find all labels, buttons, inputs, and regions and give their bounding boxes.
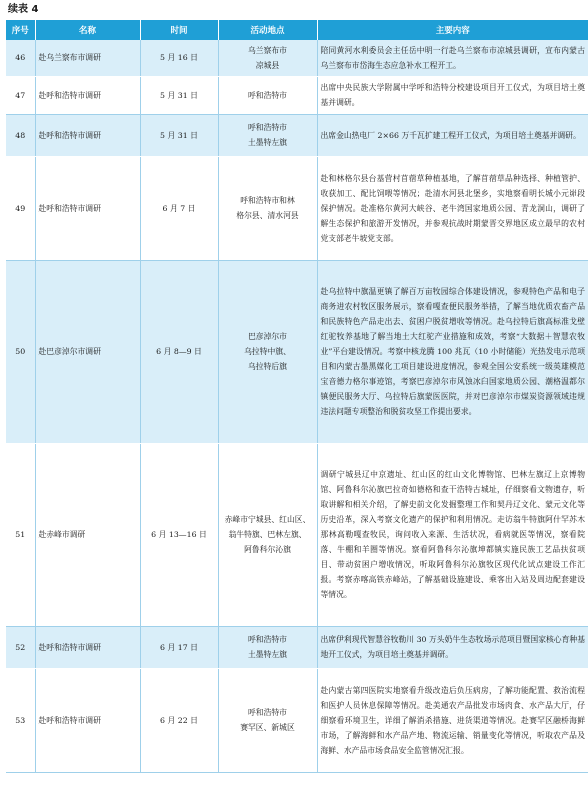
table-row: [6, 156, 588, 260]
cell-location: 呼和浩特市 土墨特左旗: [218, 626, 317, 668]
cell-name: 赴呼和浩特市调研: [35, 76, 140, 114]
header-time: 时间: [140, 20, 218, 40]
cell-seq: 52: [6, 626, 35, 668]
cell-name: 赴呼和浩特市调研: [35, 668, 140, 772]
cell-time: 6 月 22 日: [140, 668, 218, 772]
header-location: 活动地点: [218, 20, 317, 40]
cell-seq: 53: [6, 668, 35, 772]
cell-time: 6 月 13—16 日: [140, 443, 218, 626]
cell-name: 赴巴彦淖尔市调研: [35, 260, 140, 443]
cell-content: 出席金山热电厂 2×66 万千瓦扩建工程开工仪式，为项目培土奠基并调研。: [317, 114, 588, 156]
cell-location: 呼和浩特市和林 格尔县、清水河县: [218, 156, 317, 260]
page-title: 续表 4: [8, 4, 39, 15]
cell-name: 赴呼和浩特市调研: [35, 156, 140, 260]
cell-name: 赴呼和浩特市调研: [35, 626, 140, 668]
table-row: [6, 668, 588, 772]
cell-location: 乌兰察布市 凉城县: [218, 40, 317, 76]
activity-table: [6, 20, 588, 773]
cell-content: 赴内蒙古第四医院实地察看升级改造后负压病房，了解功能配置、救治流程和医护人员休息保障等情况。赴美通农产品批发市场肉食、水产品大厅，仔细察看环境卫生，详细了解消杀措施、进货渠道等情况。赴赛罕区融桥海鲜市场，了解海鲜和水产品产地、物流运输、销量变化等情况，听取农产品及海鲜、水产品市场食品安全监管情况汇报。: [317, 668, 588, 772]
table-row: [6, 114, 588, 156]
cell-content: 赴乌拉特中旗温更镇了解百万亩牧园综合体建设情况，参观特色产品和电子商务进农村牧区服务展示，察看嘎查便民服务举措，了解当地优质农畜产品和民族特色产品走出去、贫困户脱贫增收等情况。赴乌拉特后旗高标准戈壁红驼牧养基地了解当地土大红驼产业措施和成效，考察“大数据＋智慧农牧业”平台建设情况。考察中核龙腾 100 兆瓦（10 小时储能）光热发电示范项目和内蒙古墨黑媒化工项目建设进度情况，参观全国公安系统一级英雄模范宝音德力格尔事迹馆，考察巴彦淖尔市风蚀冰臼国家地质公园、潮格温都尔镇便民服务大厅、乌拉特后旗蒙医医院，并对巴彦淖尔市煤炭资源领域违规违法问题专项整治和脱贫攻坚工作提出要求。: [317, 260, 588, 443]
cell-time: 5 月 31 日: [140, 76, 218, 114]
cell-location: 巴彦淖尔市 乌拉特中旗、 乌拉特后旗: [218, 260, 317, 443]
table-row: [6, 40, 588, 76]
table-header: [6, 20, 588, 40]
cell-name: 赴乌兰察布市调研: [35, 40, 140, 76]
table-row: [6, 626, 588, 668]
cell-seq: 48: [6, 114, 35, 156]
cell-time: 5 月 31 日: [140, 114, 218, 156]
cell-location: 呼和浩特市: [218, 76, 317, 114]
table-row: [6, 260, 588, 443]
table-body: [6, 40, 588, 772]
cell-seq: 49: [6, 156, 35, 260]
cell-seq: 47: [6, 76, 35, 114]
header-content: 主要内容: [317, 20, 588, 40]
cell-content: 出席伊利现代智慧谷牧勒川 30 万头奶牛生态牧场示范项目暨国家核心育种基地开工仪式，为项目培土奠基并调研。: [317, 626, 588, 668]
cell-name: 赴呼和浩特市调研: [35, 114, 140, 156]
cell-seq: 51: [6, 443, 35, 626]
cell-seq: 50: [6, 260, 35, 443]
cell-time: 6 月 7 日: [140, 156, 218, 260]
cell-seq: 46: [6, 40, 35, 76]
header-seq: 序号: [6, 20, 35, 40]
cell-time: 5 月 16 日: [140, 40, 218, 76]
cell-name: 赴赤峰市调研: [35, 443, 140, 626]
cell-time: 6 月 17 日: [140, 626, 218, 668]
cell-location: 呼和浩特市 赛罕区、新城区: [218, 668, 317, 772]
header-row: [6, 20, 588, 40]
cell-location: 呼和浩特市 土墨特左旗: [218, 114, 317, 156]
cell-content: 赴和林格尔县台基营村苜蓿草种植基地，了解苜蓿草品种选择、种植管护、收获加工、配比饲喂等情况；赴清水河县北堡乡，实地察看明长城小元峁段保护情况。赴准格尔黄河大峡谷、老牛湾国家地质公园、青龙洞山，调研了解生态保护和旅游开发情况，并参观抗战时期蒙晋交界地区成立最早的农村党支部老牛坡党支部。: [317, 156, 588, 260]
table-row: [6, 443, 588, 626]
cell-time: 6 月 8—9 日: [140, 260, 218, 443]
cell-content: 出席中央民族大学附属中学呼和浩特分校建设项目开工仪式，为项目培土奠基并调研。: [317, 76, 588, 114]
cell-content: 调研宁城县辽中京遗址、红山区的红山文化博物馆、巴林左旗辽上京博物馆、阿鲁科尔沁旗巴拉奇如德格和查干浩特古城址，仔细察看文物遗存，听取讲解和相关介绍，了解史前文化发掘整理工作和契丹辽文化、蒙元文化等历史沿革，深入考察文化遗产的保护和利用情况。走访翁牛特旗阿什罕苏木那林高勒嘎查牧民，询问收入来源、生活状况，看病就医等情况，察看院落、牛棚和羊圈等情况。察看阿鲁科尔沁旗坤都镇实施民族工艺品扶贫项目、带动贫困户增收情况，听取阿鲁科尔沁旗牧区现代化试点建设工作汇报。考察赤喀高铁赤峰站，了解基础设施建设、乘客出入站及周边配套建设等情况。: [317, 443, 588, 626]
table-row: [6, 76, 588, 114]
cell-content: 陪同黄河水利委员会主任岳中明一行赴乌兰察布市凉城县调研，宣布内蒙古乌兰察布市岱海生态应急补水工程开工。: [317, 40, 588, 76]
header-name: 名称: [35, 20, 140, 40]
cell-location: 赤峰市宁城县、红山区、 翁牛特旗、巴林左旗、 阿鲁科尔沁旗: [218, 443, 317, 626]
